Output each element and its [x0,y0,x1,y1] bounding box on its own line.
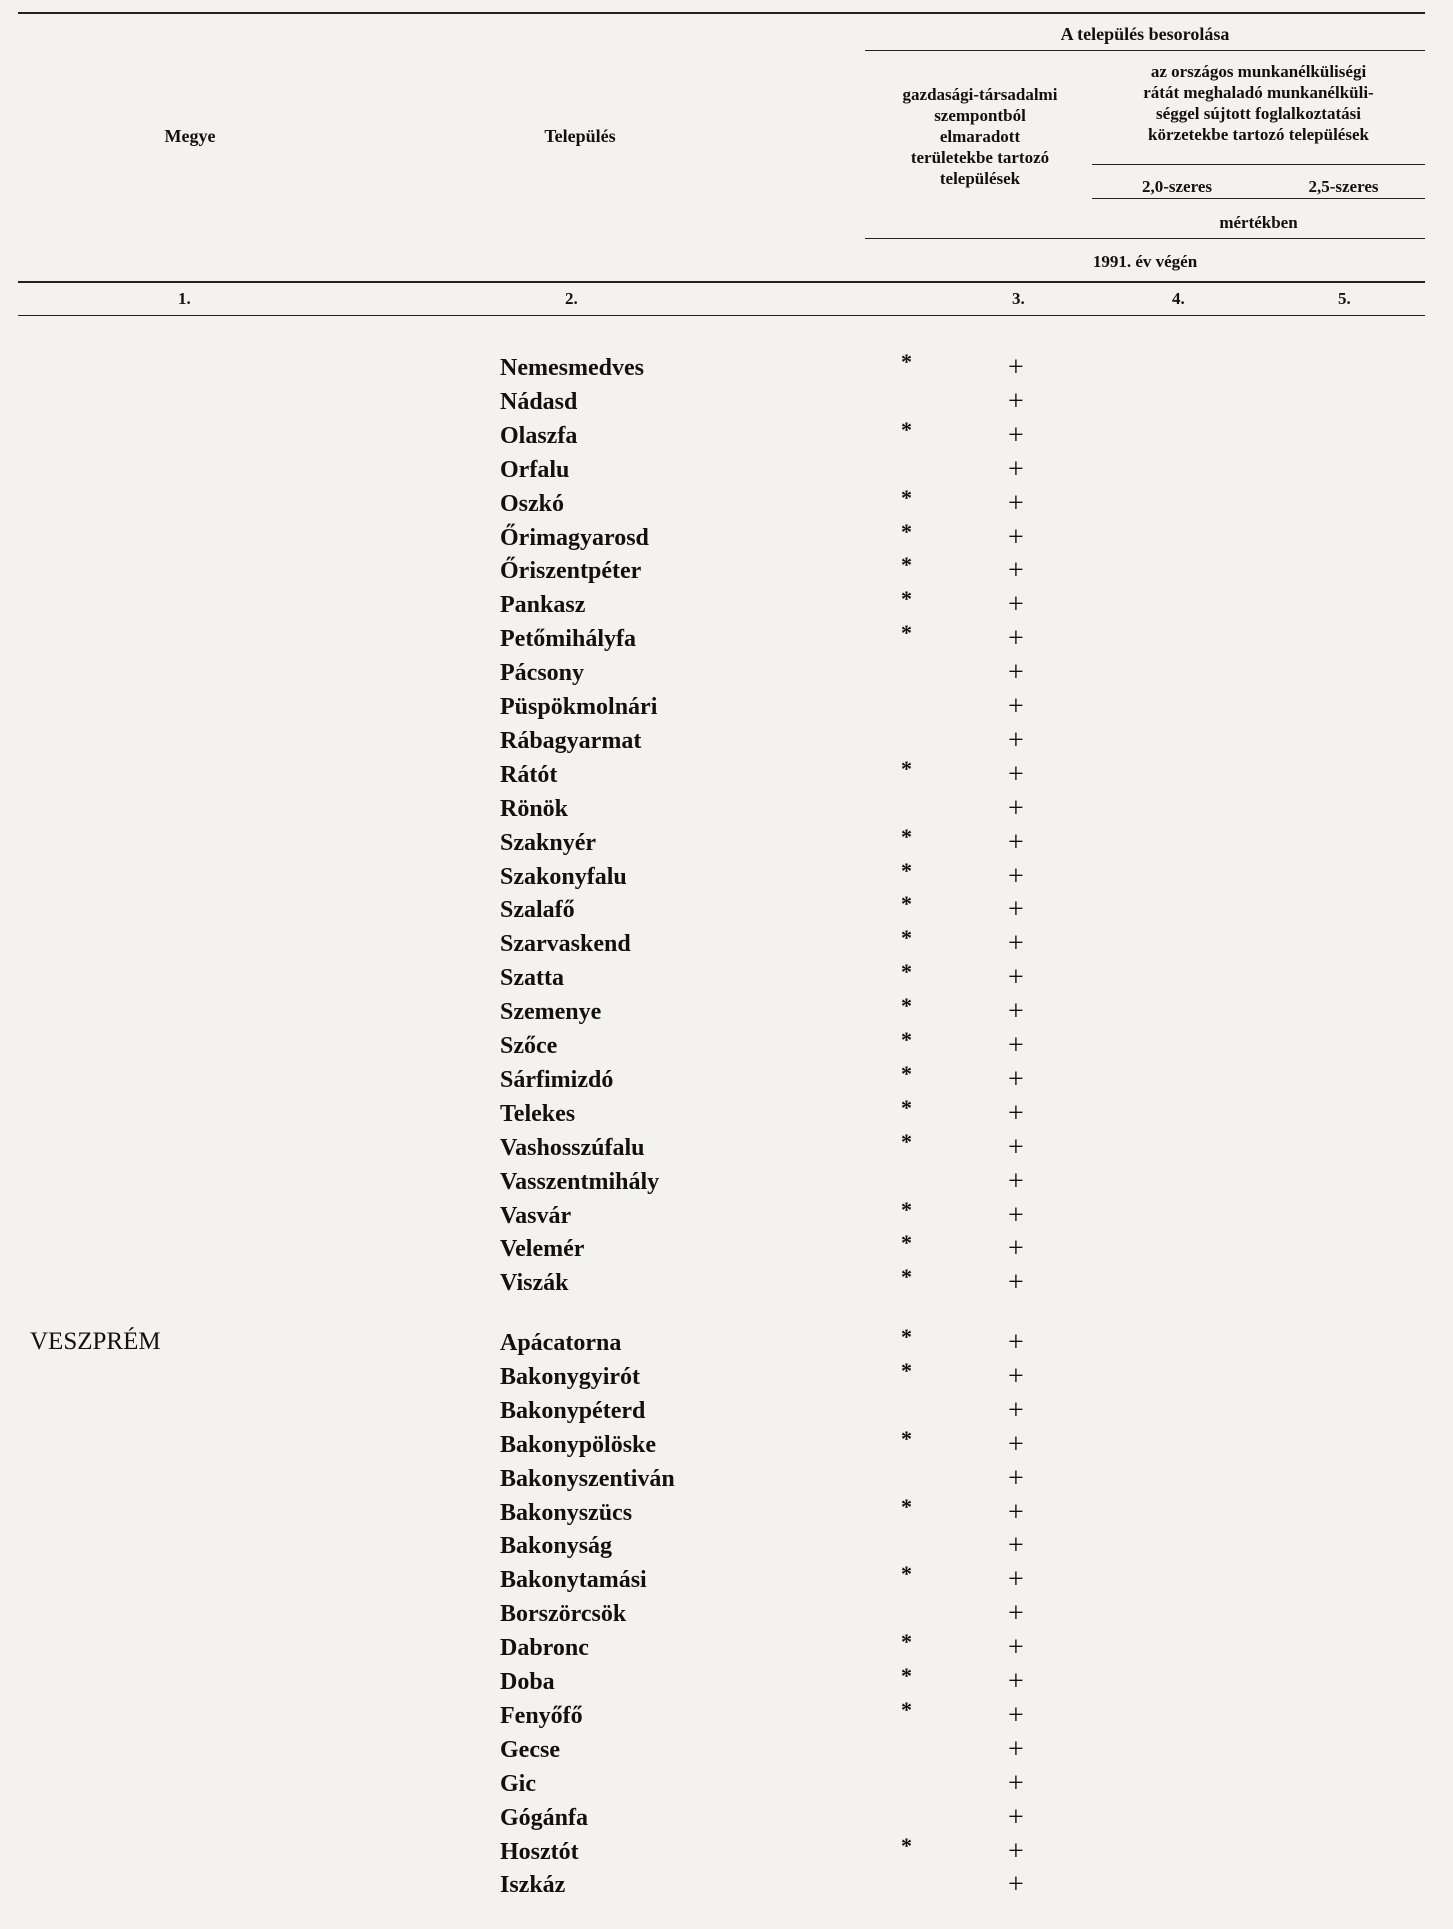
table-row [0,1563,1453,1597]
table-row [0,857,1453,894]
settlement-name: Nádasd [500,388,578,415]
plus-mark: + [1008,894,1024,926]
col-megye-header: Megye [164,126,216,146]
settlement-name: Viszák [500,1270,569,1297]
plus-mark: + [1008,487,1024,519]
plus-mark: + [1008,1564,1024,1596]
plus-mark: + [1008,623,1024,655]
table-row [0,1425,1453,1462]
footnote-asterisk: * [901,1027,912,1052]
col45-header: az országos munkanélküliségi rátát meghaladó munkanélküli- séggel sújtott foglalkoztatási körzetekbe tartozó települések [1143,62,1374,144]
year-label: 1991. év végén [1092,252,1198,271]
table-row [0,755,1453,792]
table-row [0,1868,1453,1902]
settlement-name: Pankasz [500,592,586,619]
footnote-asterisk: * [901,416,912,442]
footnote-asterisk: * [901,1629,912,1655]
settlement-name: Dabronc [500,1635,589,1662]
plus-mark: + [1008,1496,1024,1528]
footnote-asterisk: * [901,891,912,917]
table-row [0,1165,1453,1199]
table-row [0,893,1453,927]
table-row [0,453,1453,487]
plus-mark: + [1008,657,1024,689]
table-row [0,588,1453,622]
table-row [0,554,1453,588]
colnum-1: 1. [178,289,191,308]
footnote-asterisk: * [901,925,912,951]
plus-mark: + [1008,1063,1024,1095]
table-row [0,656,1453,690]
settlement-name: Gic [500,1770,536,1797]
table-row [0,484,1453,521]
colnum-5: 5. [1338,289,1351,308]
settlement-name: Őriszentpéter [500,558,642,585]
footnote-asterisk: * [901,1324,912,1349]
footnote-asterisk: * [901,959,912,985]
table-row [0,1029,1453,1063]
settlement-name: Borszörcsök [500,1601,627,1628]
plus-mark: + [1008,1666,1024,1697]
plus-mark: + [1008,1131,1024,1163]
plus-mark: + [1008,1267,1024,1299]
table-row [0,1266,1453,1300]
table-row [0,1196,1453,1233]
colnum-4: 4. [1172,289,1185,308]
settlement-name: Iszkáz [500,1872,566,1899]
settlement-name: Gógánfa [500,1804,589,1831]
table-row [0,1128,1453,1165]
settlement-name: Telekes [500,1100,576,1127]
table-row [0,724,1453,758]
plus-mark: + [1008,1530,1024,1562]
settlement-name: Fenyőfő [500,1702,583,1729]
table-row [0,1326,1453,1360]
footnote-asterisk: * [901,1196,912,1222]
settlement-name: Orfalu [500,456,570,483]
colnum-3: 3. [1012,289,1025,308]
plus-mark: + [1008,1394,1024,1426]
plus-mark: + [1008,1598,1024,1630]
plus-mark: + [1008,555,1024,587]
col4-subheader: 2,0-szeres [1141,177,1213,196]
settlement-name: Vasszentmihály [500,1168,660,1195]
county-label: VESZPRÉM [30,1328,161,1355]
settlement-name: Velemér [500,1236,585,1263]
table-row [0,1094,1453,1131]
footnote-asterisk: * [901,552,912,578]
footnote-asterisk: * [901,1696,912,1722]
classification-rule [865,50,1425,51]
table-row [0,1696,1453,1733]
plus-mark: + [1008,792,1024,824]
plus-mark: + [1008,1428,1024,1460]
settlement-name: Bakonyság [500,1533,613,1560]
settlement-name: Vasvár [500,1202,572,1229]
subcols-rule [1092,198,1425,199]
colnum-2: 2. [565,289,578,308]
plus-mark: + [1008,1767,1024,1799]
table-row [0,927,1453,961]
table-row [0,1631,1453,1665]
table-row [0,1733,1453,1767]
plus-mark: + [1008,1360,1024,1392]
footnote-asterisk: * [901,1264,912,1290]
table-row [0,1462,1453,1496]
settlement-name: Szalafő [500,897,575,924]
settlement-name: Vashosszúfalu [500,1134,645,1161]
footnote-asterisk: * [901,1663,912,1688]
settlement-name: Rábagyarmat [500,727,642,754]
table-row [0,1597,1453,1631]
footnote-asterisk: * [901,1128,912,1154]
plus-mark: + [1008,352,1024,383]
settlement-name: Sárfimizdó [500,1066,614,1093]
plus-mark: + [1008,758,1024,790]
settlement-name: Bakonyszücs [500,1499,633,1526]
footnote-asterisk: * [901,755,912,781]
table-row [0,1801,1453,1835]
plus-mark: + [1008,1699,1024,1731]
settlement-name: Bakonygyirót [500,1363,641,1390]
settlement-name: Bakonypéterd [500,1397,646,1424]
plus-mark: + [1008,724,1024,756]
footnote-asterisk: * [901,1357,912,1383]
table-row [0,1493,1453,1530]
settlement-name: Szarvaskend [500,931,631,958]
plus-mark: + [1008,1632,1024,1664]
plus-mark: + [1008,385,1024,417]
settlement-name: Petőmihályfa [500,626,636,653]
table-row [0,416,1453,453]
plus-mark: + [1008,1327,1024,1358]
mertekben-label: mértékben [1219,213,1298,232]
table-row [0,792,1453,826]
footnote-asterisk: * [901,1561,912,1587]
table-row [0,1529,1453,1563]
settlement-name: Olaszfa [500,422,578,449]
footnote-asterisk: * [901,823,912,849]
settlement-name: Gecse [500,1736,560,1763]
settlement-name: Őrimagyarosd [500,524,649,551]
footnote-asterisk: * [901,1230,912,1256]
settlement-name: Apácatorna [500,1330,622,1356]
table-row [0,518,1453,555]
table-row [0,385,1453,419]
footnote-asterisk: * [901,1094,912,1120]
plus-mark: + [1008,928,1024,960]
mertekben-rule [865,238,1425,239]
footnote-asterisk: * [901,1425,912,1451]
settlement-name: Szemenye [500,999,602,1026]
plus-mark: + [1008,521,1024,553]
footnote-asterisk: * [901,1493,912,1519]
plus-mark: + [1008,419,1024,451]
settlement-name: Doba [500,1669,555,1695]
settlement-name: Pácsony [500,660,584,687]
top-rule [18,12,1425,14]
footnote-asterisk: * [901,484,912,510]
footnote-asterisk: * [901,1832,912,1858]
table-row [0,1357,1453,1394]
plus-mark: + [1008,1835,1024,1867]
settlement-name: Rönök [500,795,569,822]
table-row [0,1060,1453,1097]
table-row [0,823,1453,860]
settlement-name: Hosztót [500,1838,579,1865]
classification-title: A település besorolása [1060,24,1230,44]
footnote-asterisk: * [901,993,912,1019]
settlement-name: Oszkó [500,490,565,517]
footnote-asterisk: * [901,586,912,612]
col5-subheader: 2,5-szeres [1308,177,1379,196]
table-row [0,1832,1453,1869]
table-row [0,1394,1453,1428]
numbers-rule [18,315,1425,316]
settlement-name: Bakonypölöske [500,1431,657,1458]
plus-mark: + [1008,1801,1024,1833]
table-row [0,961,1453,995]
settlement-name: Nemesmedves [500,355,644,381]
settlement-name: Szaknyér [500,829,596,856]
settlement-name: Bakonytamási [500,1567,647,1594]
col45-rule [1092,164,1425,165]
settlement-name: Szatta [500,965,564,992]
plus-mark: + [1008,1097,1024,1129]
col-telepules-header: Település [544,126,616,146]
plus-mark: + [1008,860,1024,892]
settlement-name: Szőce [500,1033,558,1059]
footnote-asterisk: * [901,1060,912,1086]
settlement-name: Szakonyfalu [500,863,627,890]
table-row [0,622,1453,656]
plus-mark: + [1008,1199,1024,1231]
plus-mark: + [1008,1165,1024,1197]
plus-mark: + [1008,1233,1024,1265]
plus-mark: + [1008,996,1024,1028]
table-row [0,1665,1453,1699]
footnote-asterisk: * [901,620,912,646]
settlement-name: Püspökmolnári [500,694,658,720]
plus-mark: + [1008,826,1024,858]
year-rule [18,281,1425,283]
footnote-asterisk: * [901,518,912,544]
table-row [0,351,1453,385]
plus-mark: + [1008,1869,1024,1901]
plus-mark: + [1008,1030,1024,1061]
table-row [0,1767,1453,1801]
settlement-name: Rátót [500,761,558,788]
settlement-name: Bakonyszentiván [500,1465,675,1492]
plus-mark: + [1008,589,1024,621]
footnote-asterisk: * [901,349,912,374]
col3-header: gazdasági-társadalmi szempontból elmaradott területekbe tartozó települések [902,85,1058,188]
plus-mark: + [1008,1733,1024,1765]
table-row [0,1232,1453,1266]
plus-mark: + [1008,962,1024,994]
plus-mark: + [1008,691,1024,722]
plus-mark: + [1008,453,1024,485]
table-row [0,690,1453,724]
table-row [0,995,1453,1029]
footnote-asterisk: * [901,857,912,883]
plus-mark: + [1008,1462,1024,1494]
